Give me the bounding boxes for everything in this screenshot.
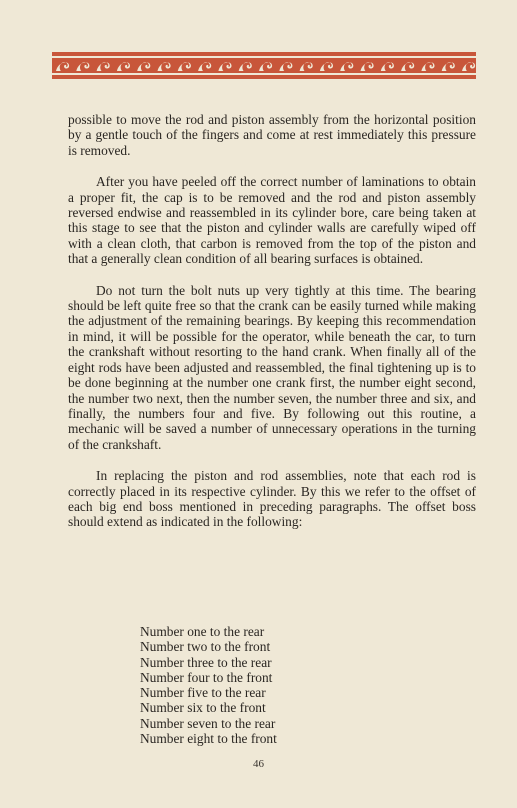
body-text: [68, 112, 476, 546]
list-item: Number eight to the front: [140, 731, 277, 747]
offset-boss-list: [140, 624, 277, 746]
paragraph-4: In replacing the piston and rod assemblies, note that each rod is correctly placed in its respective cylinder. By this we refer to the offset of each big end boss mentioned in preceding paragraphs. The offset boss should extend as indicated in the following:: [68, 468, 476, 530]
list-item: Number one to the rear: [140, 624, 265, 639]
list-item: Number six to the front: [140, 700, 266, 716]
list-item: Number three to the rear: [140, 654, 272, 670]
decorative-wave-border: [52, 52, 476, 79]
page-number: 46: [253, 758, 264, 770]
list-item: Number five to the rear: [140, 685, 266, 701]
list-item: Number two to the front: [140, 639, 271, 655]
paragraph-3: Do not turn the bolt nuts up very tightly at this time. The bearing should be left quite free so that the crank can be easily turned while making the adjustment of the remaining bearings. By keeping this recommendation in mind, it will be possible for the operator, while beneath the car, to turn the crankshaft without resorting to the hand crank. When finally all of the eight rods have been adjusted and reassembled, the final tightening up is to be done beginning at the number one crank first, the number eight second, the number two next, then the number seven, the number three and six, and finally, the numbers four and five. By following out this routine, a mechanic will be saved a number of unnecessary operations in the turning of the crankshaft.: [68, 282, 476, 452]
paragraph-2: After you have peeled off the correct number of laminations to obtain a proper fit, the cap is to be removed and the rod and piston assembly reversed endwise and reassembled in its cylinder bore, care being taken at this stage to see that the piston and cylinder walls are carefully wiped off with a clean cloth, that carbon is removed from the top of the piston and that a generally clean condition of all bearing surfaces is obtained.: [68, 174, 476, 267]
list-item: Number seven to the rear: [140, 715, 276, 731]
paragraph-1: possible to move the rod and piston assembly from the horizontal position by a gentle touch of the fingers and come at rest immediately this pressure is removed.: [68, 112, 476, 158]
list-item: Number four to the front: [140, 669, 273, 685]
